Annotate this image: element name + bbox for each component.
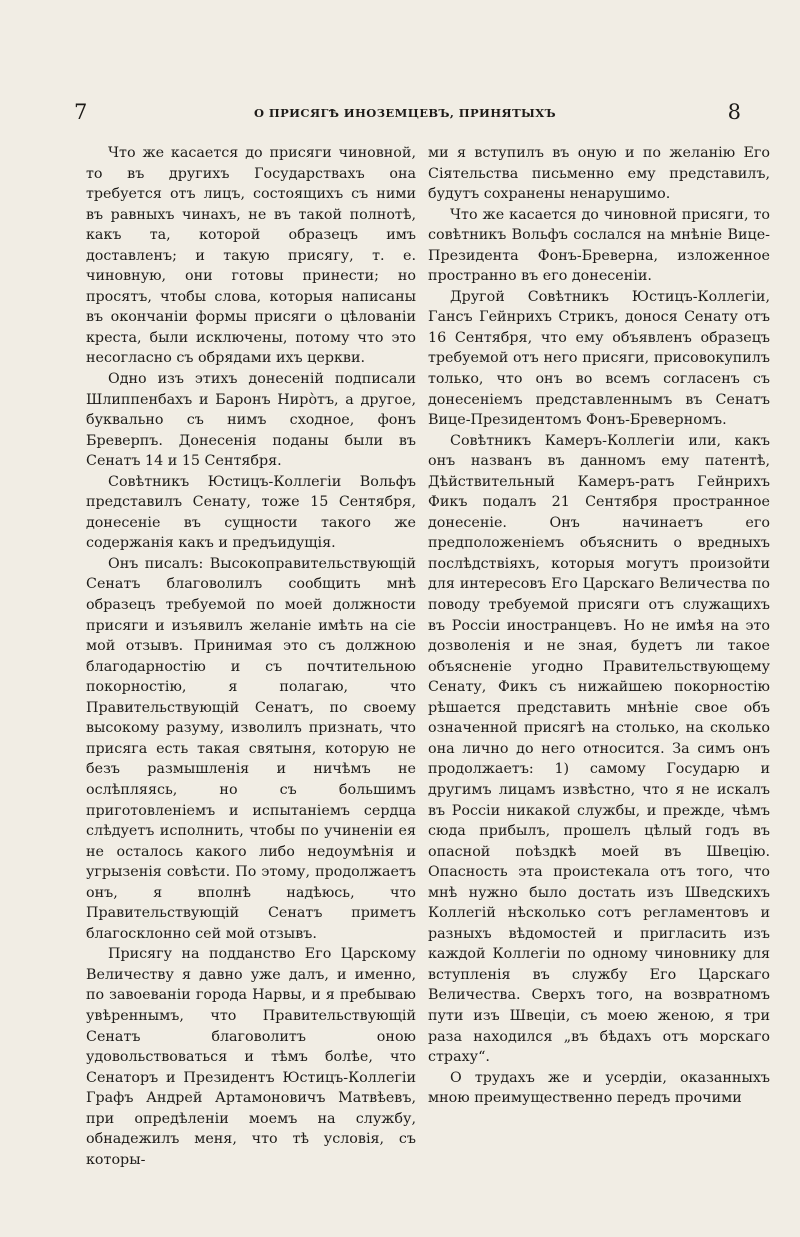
page-header: [70, 100, 740, 130]
paragraph: Совѣтникъ Камеръ-Коллегіи или, какъ онъ названъ въ данномъ ему патентѣ, Дѣйствительный Камеръ-ратъ Гейнрихъ Фикъ подалъ 21 Сентября пространное донесеніе. Онъ начинаетъ его предположеніемъ объяснить о вредныхъ послѣдствіяхъ, которыя могутъ произойти для интересовъ Его Царскаго Величества по поводу требуемой присяги отъ служащихъ въ Россіи иностранцевъ. Но не имѣя на это дозволенія и не зная, будетъ ли такое объясненіе угодно Правительствующему Сенату, Фикъ съ нижайшею покорностію рѣшается представить мнѣніе свое объ означенной присягѣ на столько, на сколько она лично до него относится. За симъ онъ продолжаетъ: 1) самому Государю и другимъ лицамъ извѣстно, что я не искалъ въ Россіи никакой службы, и прежде, чѣмъ сюда прибылъ, прошелъ цѣлый годъ въ опасной поѣздкѣ моей въ Швецію. Опасность эта проистекала отъ того, что мнѣ нужно было достать изъ Шведскихъ Коллегій нѣсколько сотъ регламентовъ и разныхъ вѣдомостей и пригласить изъ каждой Коллегіи по одному чиновнику для вступленія въ службу Его Царскаго Величества. Сверхъ того, на возвратномъ пути изъ Швеціи, съ моею женою, я три раза находился „въ бѣдахъ отъ морскаго страху“.: [428, 432, 770, 1066]
paragraph: Онъ писалъ: Высокоправительствующій Сенатъ благоволилъ сообщить мнѣ образецъ требуемой по моей должности присяги и изъявилъ желаніе имѣть на сіе мой отзывъ. Принимая это съ должною благодарностію и съ почтительною покорностію, я полагаю, что Правительствующій Сенатъ, по своему высокому разуму, изволилъ признать, что присяга есть такая святыня, которую не безъ размышленія и ничѣмъ не ослѣпляясь, но съ большимъ приготовленіемъ и испытаніемъ сердца слѣдуетъ исполнить, чтобы по учиненіи ея не осталось какого либо недоумѣнія и угрызенія совѣсти. По этому, продолжаетъ онъ, я вполнѣ надѣюсь, что Правительствующій Сенатъ приметъ благосклонно сей мой отзывъ.: [86, 555, 416, 942]
page-number-right: 8: [727, 100, 741, 124]
running-title: О ПРИСЯГѢ ИНОЗЕМЦЕВЪ, ПРИНЯТЫХЪ: [254, 106, 556, 120]
paragraph: ми я вступилъ въ оную и по желанію Его Сіятельства письменно ему представилъ, будутъ сохранены ненарушимо.: [428, 145, 770, 203]
right-column: [428, 143, 770, 1109]
left-column: [86, 143, 416, 1170]
paragraph: Одно изъ этихъ донесеній подписали Шлиппенбахъ и Баронъ Нирòтъ, а другое, буквально съ нимъ сходное, фонъ Бреверпъ. Донесенія поданы были въ Сенатъ 14 и 15 Сентября.: [86, 371, 416, 470]
page-number-left: 7: [74, 100, 88, 124]
paragraph: Что же касается до присяги чиновной, то въ другихъ Государствахъ она требуется отъ лицъ, состоящихъ съ ними въ равныхъ чинахъ, не въ такой полнотѣ, какъ та, которой образецъ имъ доставленъ; и такую присягу, т. е. чиновную, они готовы принести; но просятъ, чтобы слова, которыя написаны въ окончаніи формы присяги о цѣлованіи креста, были исключены, потому что это несогласно съ обрядами ихъ церкви.: [86, 145, 416, 367]
paragraph: Другой Совѣтникъ Юстицъ-Коллегіи, Гансъ Гейнрихъ Стрикъ, донося Сенату отъ 16 Сентября, что ему объявленъ образецъ требуемой отъ него присяги, присовокупилъ только, что онъ во всемъ согласенъ съ донесеніемъ представленнымъ въ Сенатъ Вице-Президентомъ Фонъ-Бреверномъ.: [428, 288, 770, 429]
paragraph: Присягу на подданство Его Царскому Величеству я давно уже далъ, и именно, по завоеваніи города Нарвы, и я пребываю увѣреннымъ, что Правительствующій Сенатъ благоволитъ оною удовольствоваться и тѣмъ болѣе, что Сенаторъ и Президентъ Юстицъ-Коллегіи Графъ Андрей Артамоновичъ Матвѣевъ, при опредѣленіи моемъ на службу, обнадежилъ меня, что тѣ условія, съ которы-: [86, 946, 416, 1168]
paragraph: Совѣтникъ Юстицъ-Коллегіи Вольфъ представилъ Сенату, тоже 15 Сентября, донесеніе въ сущности такого же содержанія какъ и предъидущія.: [86, 473, 416, 552]
paragraph: Что же касается до чиновной присяги, то совѣтникъ Вольфъ сослался на мнѣніе Вице-Президента Фонъ-Бреверна, изложенное пространно въ его донесеніи.: [428, 206, 770, 285]
paragraph: О трудахъ же и усердіи, оказанныхъ мною преимущественно передъ прочими: [428, 1069, 770, 1107]
